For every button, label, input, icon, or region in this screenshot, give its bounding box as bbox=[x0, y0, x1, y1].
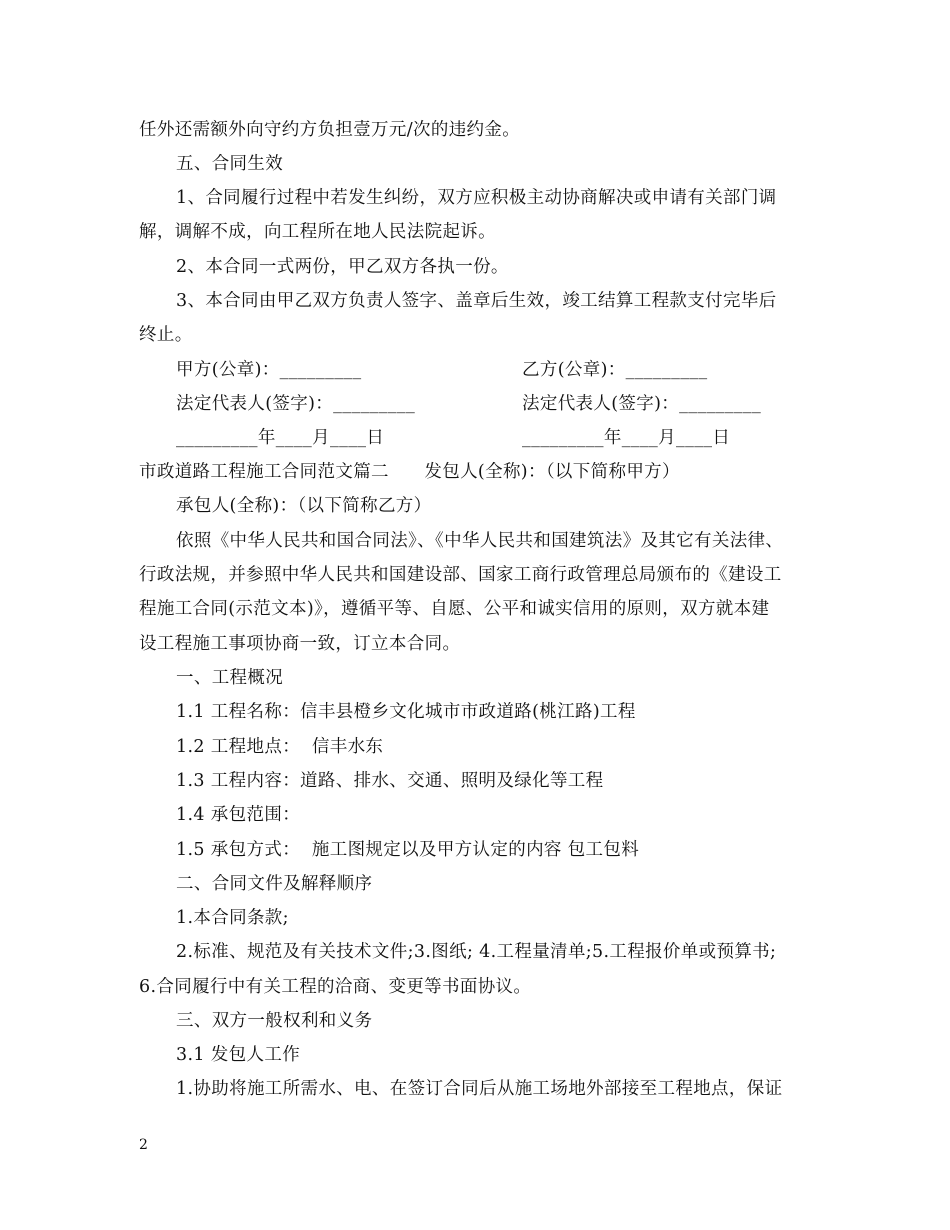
clause: 6.合同履行中有关工程的洽商、变更等书面协议。 bbox=[139, 977, 532, 997]
page-number: 2 bbox=[139, 1137, 148, 1153]
party-a-date: _________年____月____日 bbox=[176, 428, 385, 448]
clause: 1.1 工程名称：信丰县橙乡文化城市市政道路(桃江路)工程 bbox=[176, 702, 636, 722]
section-heading: 五、合同生效 bbox=[176, 154, 284, 174]
clause: 1.协助将施工所需水、电、在签订合同后从施工场地外部接至工程地点，保证 bbox=[176, 1079, 783, 1099]
section-heading: 一、工程概况 bbox=[176, 668, 284, 688]
party-b-seal: 乙方(公章)：_________ bbox=[522, 360, 708, 380]
paragraph: 依照《中华人民共和国合同法》、《中华人民共和国建筑法》及其它有关法律、 bbox=[176, 531, 784, 551]
paragraph: 1、合同履行过程中若发生纠纷，双方应积极主动协商解决或申请有关部门调 bbox=[176, 188, 777, 208]
paragraph: 3、本合同由甲乙双方负责人签字、盖章后生效，竣工结算工程款支付完毕后 bbox=[176, 291, 777, 311]
clause: 2.标准、规范及有关技术文件;3.图纸; 4.工程量清单;5.工程报价单或预算书; bbox=[176, 942, 777, 962]
party-b-date: _________年____月____日 bbox=[522, 428, 731, 448]
paragraph: 设工程施工事项协商一致，订立本合同。 bbox=[139, 634, 461, 654]
contractor-line: 承包人(全称)：（以下简称乙方） bbox=[176, 496, 432, 516]
paragraph: 解，调解不成，向工程所在地人民法院起诉。 bbox=[139, 222, 496, 242]
party-a-representative: 法定代表人(签字)：_________ bbox=[176, 394, 416, 414]
paragraph: 2、本合同一式两份，甲乙双方各执一份。 bbox=[176, 257, 509, 277]
party-b-representative: 法定代表人(签字)：_________ bbox=[522, 394, 762, 414]
clause: 1.本合同条款; bbox=[176, 908, 289, 928]
paragraph: 任外还需额外向守约方负担壹万元/次的违约金。 bbox=[139, 120, 521, 140]
clause: 3.1 发包人工作 bbox=[176, 1045, 301, 1065]
clause: 1.5 承包方式： 施工图规定以及甲方认定的内容 包工包料 bbox=[176, 840, 640, 860]
paragraph: 终止。 bbox=[139, 325, 193, 345]
clause: 1.4 承包范围： bbox=[176, 805, 301, 825]
paragraph: 行政法规，并参照中华人民共和国建设部、国家工商行政管理总局颁布的《建设工 bbox=[139, 565, 782, 585]
clause: 1.3 工程内容：道路、排水、交通、照明及绿化等工程 bbox=[176, 771, 604, 791]
party-a-seal: 甲方(公章)：_________ bbox=[176, 360, 362, 380]
clause: 1.2 工程地点： 信丰水东 bbox=[176, 737, 384, 757]
section-heading: 三、双方一般权利和义务 bbox=[176, 1011, 373, 1031]
second-contract-title: 市政道路工程施工合同范文篇二 发包人(全称)：（以下简称甲方） bbox=[139, 462, 680, 482]
paragraph: 程施工合同(示范文本)》，遵循平等、自愿、公平和诚实信用的原则，双方就本建 bbox=[139, 599, 770, 619]
section-heading: 二、合同文件及解释顺序 bbox=[176, 874, 373, 894]
